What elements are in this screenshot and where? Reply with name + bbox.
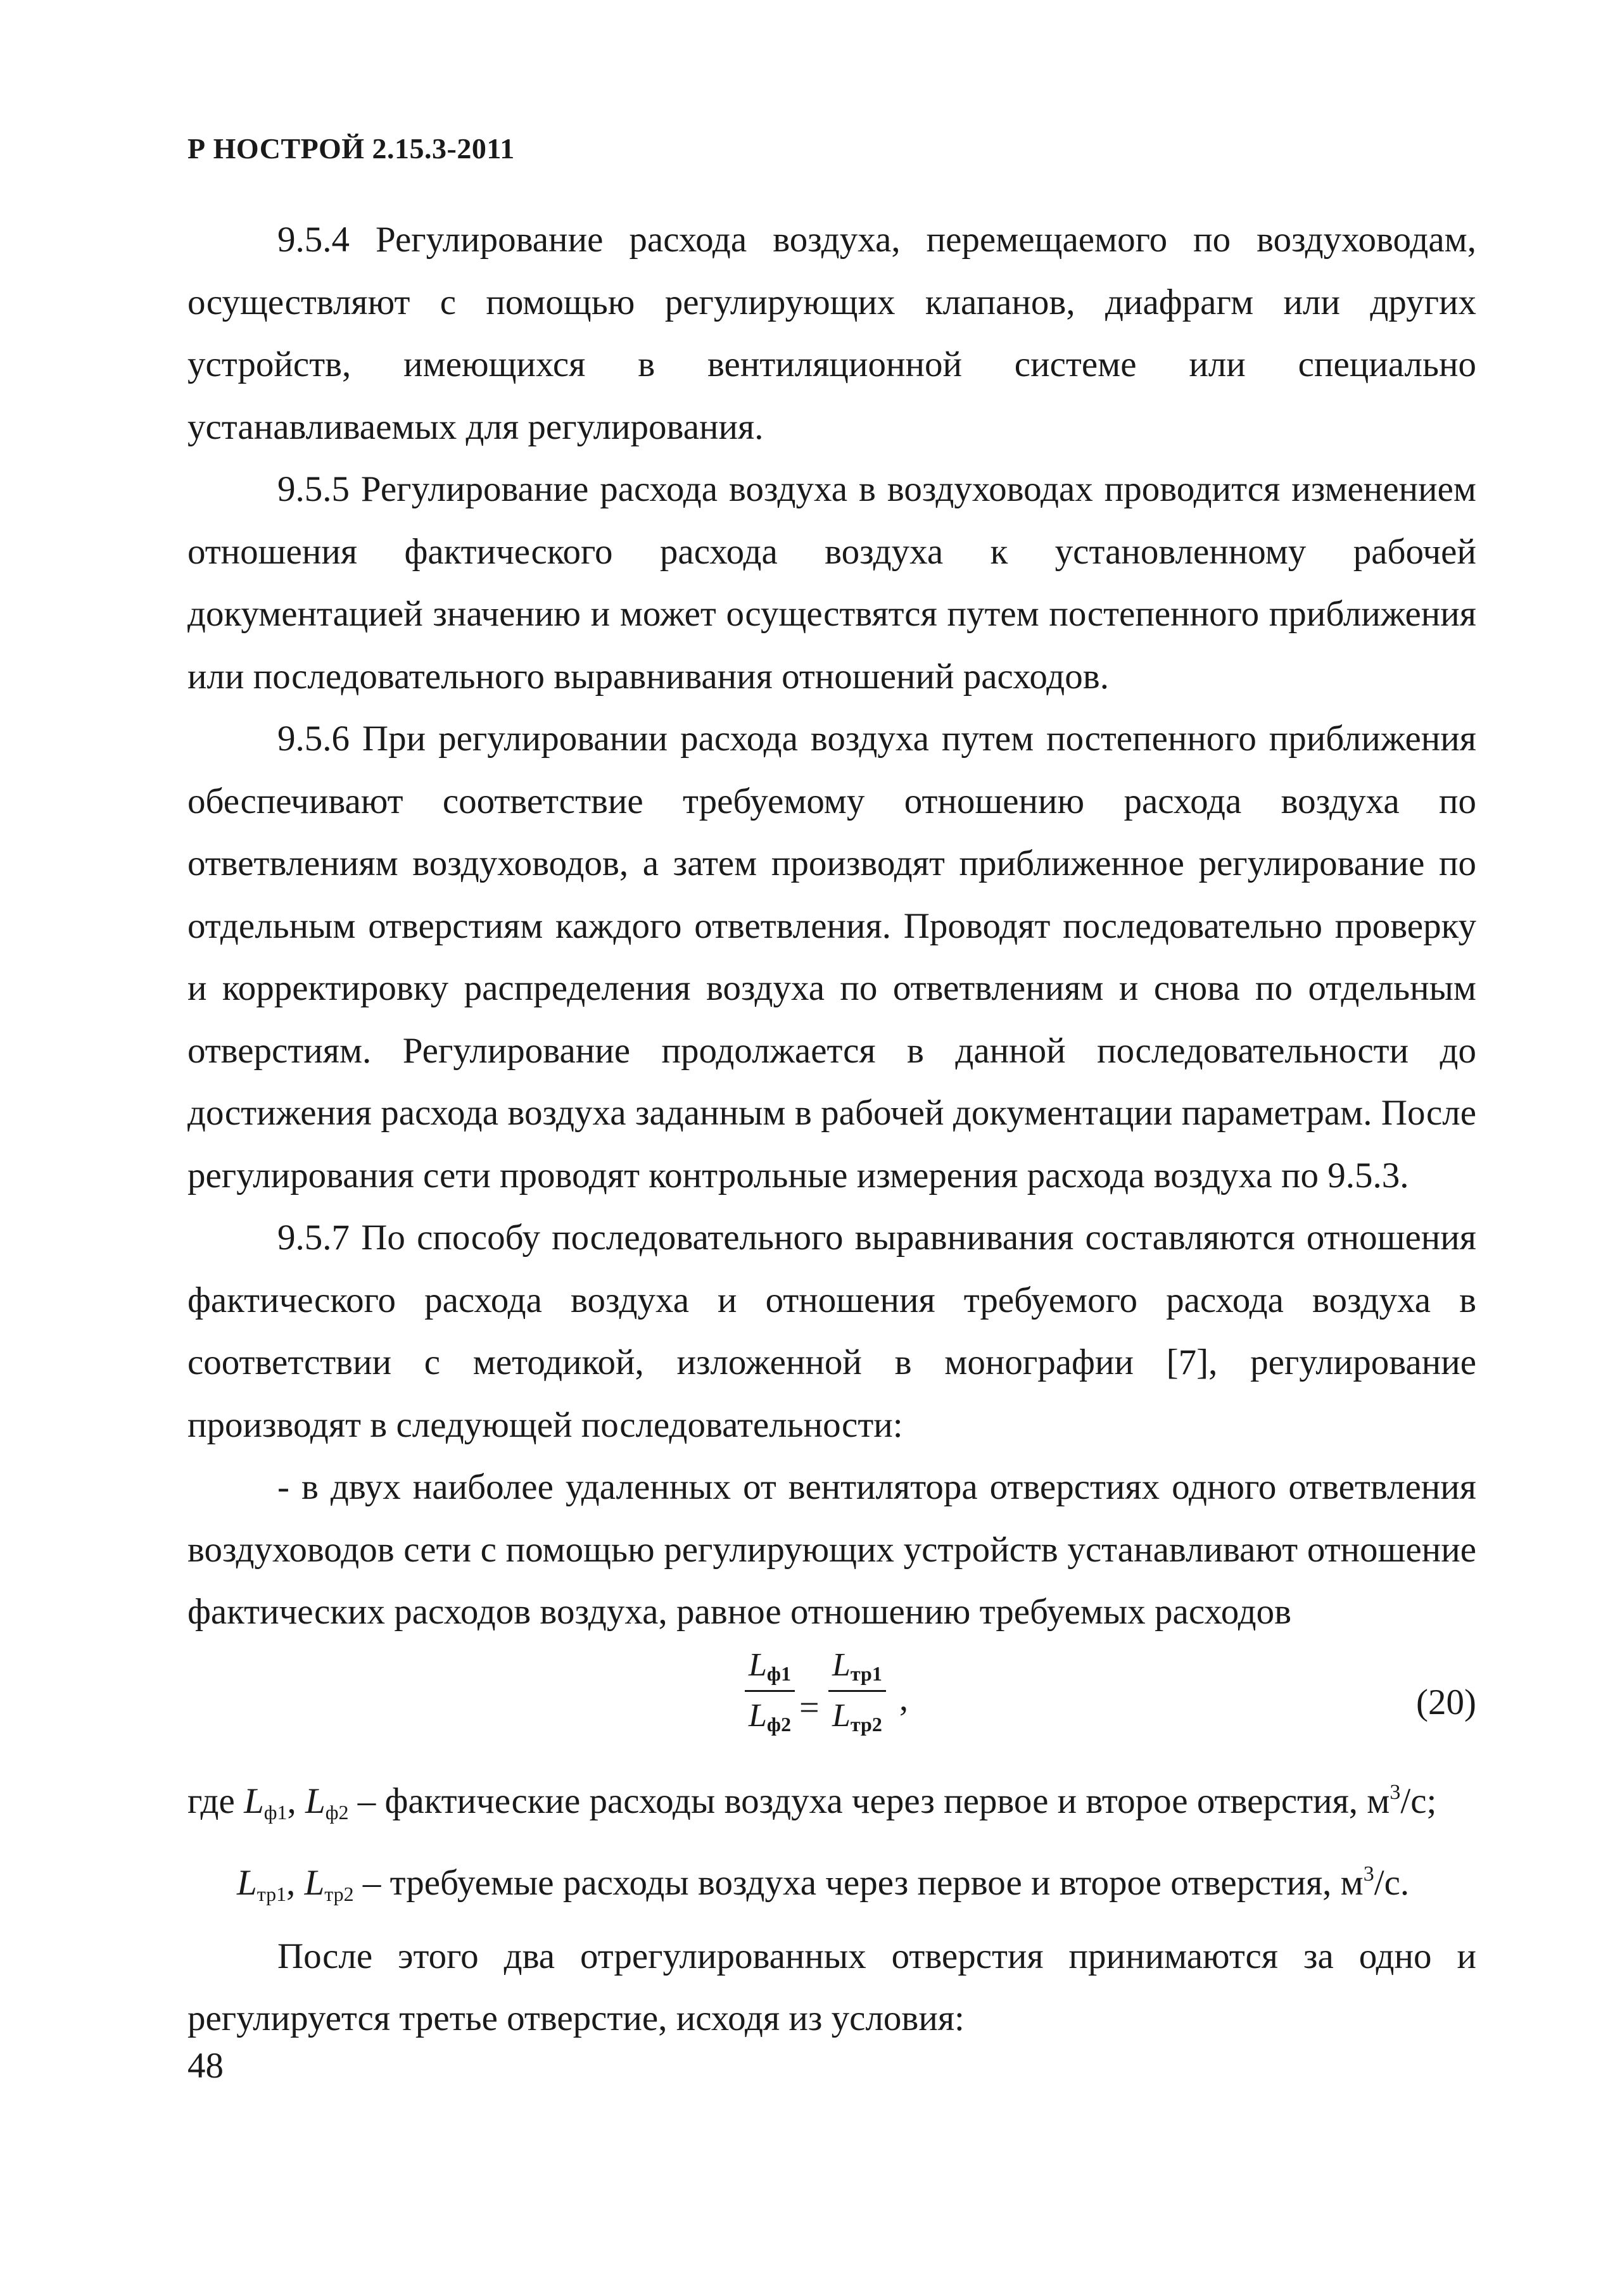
paragraph-9-5-6: 9.5.6 При регулировании расхода воздуха путем постепенного приближения обеспечивают соответствие требуемому отношению расхода воздуха по ответвлениям воздуховодов, а затем производят приближенное регулирование по отдельным отверстиям каждого ответвления. Проводят последовательно проверку и корректировку распределения воздуха по ответвлениям и снова по отдельным отверстиям. Регулирование продолжается в данной последовательности до достижения расхода воздуха заданным в рабочей документации параметрам. После регулирования сети проводят контрольные измерения расхода воздуха по 9.5.3. xyxy=(187,719,1476,1195)
document-header: Р НОСТРОЙ 2.15.3-2011 xyxy=(187,132,515,165)
fraction-actual-denominator: $L_{ф2}$ xyxy=(745,1690,795,1734)
definition-actual-flow: где $L_{ф1}$, $L_{ф2}$ – фактические расходы воздуха через первое и второе отверстия, $м^3/с$; xyxy=(187,1780,1437,1824)
page-number: 48 xyxy=(187,2046,224,2086)
fraction-required xyxy=(828,1646,886,1736)
paragraph-9-5-5: 9.5.5 Регулирование расхода воздуха в воздуховодах проводится изменением отношения фактического расхода воздуха к установленному рабочей документацией значению и может осуществятся путем постепенного приближения или последовательного выравнивания отношений расходов. xyxy=(187,469,1476,697)
fraction-required-numerator: $L_{тр1}$ xyxy=(832,1646,882,1685)
paragraph-list-item: - в двух наиболее удаленных от вентилятора отверстиях одного ответвления воздуховодов сети с помощью регулирующих устройств устанавливают отношение фактических расходов воздуха, равное отношению требуемых расходов xyxy=(187,1467,1476,1632)
paragraph-9-5-7: 9.5.7 По способу последовательного выравнивания составляются отношения фактического расхода воздуха и отношения требуемого расхода воздуха в соответствии с методикой, изложенной в монографии [7], регулирование производят в следующей последовательности: xyxy=(187,1218,1476,1445)
definition-required-flow: $L_{тр1}$, $L_{тр2}$ – требуемые расходы воздуха через первое и второе отверстия, $м^3/с$. xyxy=(237,1862,1410,1905)
fraction-required-denominator: $L_{тр2}$ xyxy=(828,1690,886,1734)
formula-comma: , xyxy=(899,1679,908,1719)
fraction-actual xyxy=(745,1646,795,1736)
body-text xyxy=(187,209,1476,2050)
equation-number: (20) xyxy=(1416,1682,1476,1722)
fraction-actual-numerator: $L_{ф1}$ xyxy=(749,1646,792,1685)
formula-20 xyxy=(187,1646,1476,1757)
closing-paragraph: После этого два отрегулированных отверстия принимаются за одно и регулируется третье отверстие, исходя из условия: xyxy=(187,1936,1476,2038)
paragraph-9-5-4: 9.5.4 Регулирование расхода воздуха, перемещаемого по воздуховодам, осуществляют с помощью регулирующих клапанов, диафрагм или других устройств, имеющихся в вентиляционной системе или специально устанавливаемых для регулирования. xyxy=(187,220,1476,447)
equals-sign: = xyxy=(799,1687,820,1727)
